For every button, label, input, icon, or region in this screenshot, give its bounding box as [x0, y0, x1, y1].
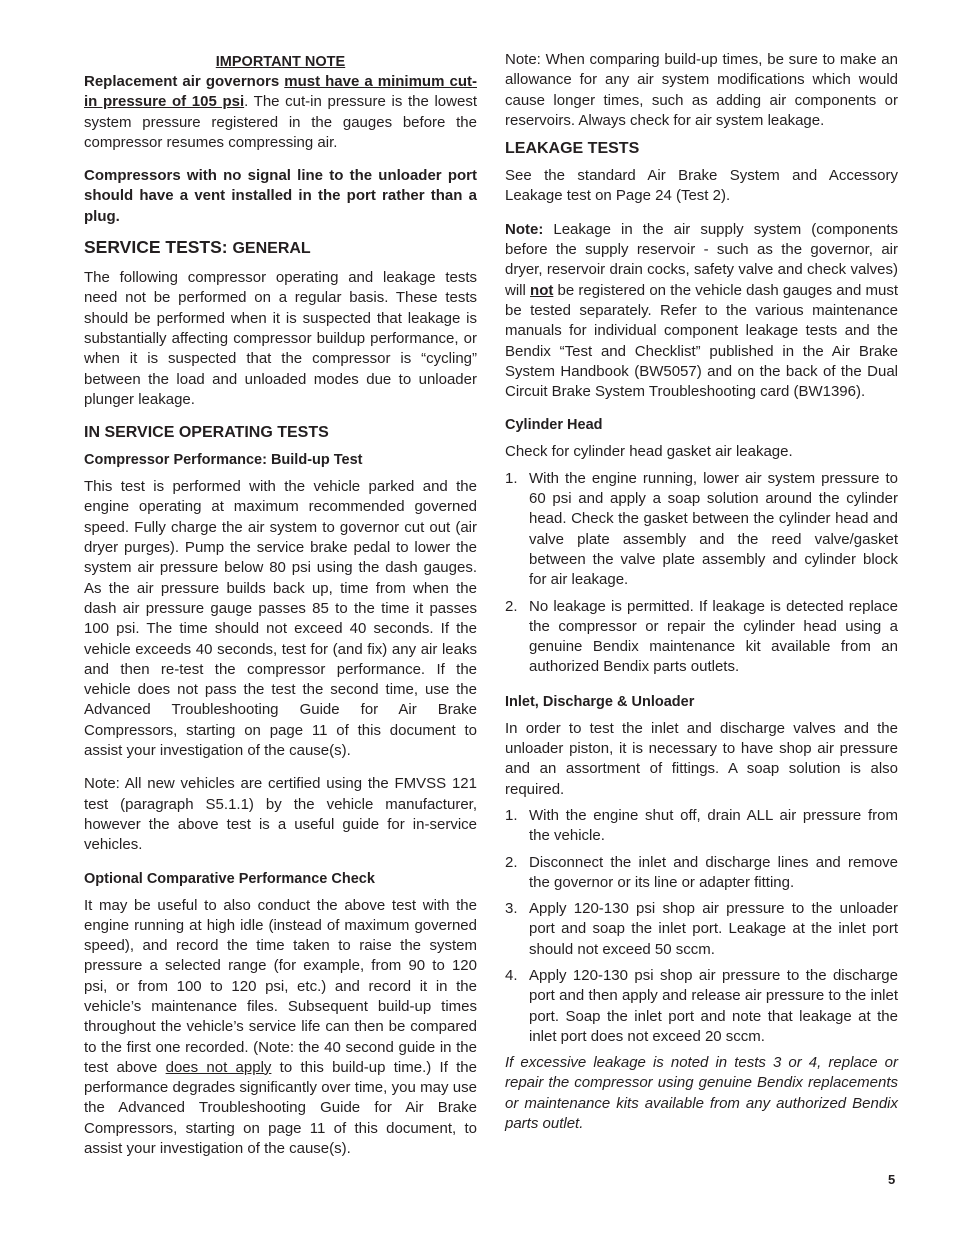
important-note-title: IMPORTANT NOTE: [215, 54, 346, 70]
page-number: 5: [888, 1172, 896, 1187]
list-item: [505, 853, 898, 894]
right-column: [505, 50, 898, 1134]
governor-note-bold: Replacement air governors: [84, 73, 285, 90]
fmvss-paragraph: Note: All new vehicles are certified using the FMVSS 121 test (paragraph S5.1.1) by the vehicle manufacturer, however the above test is a useful guide for in-service vehicles.: [84, 775, 477, 854]
general-label: GENERAL: [232, 240, 311, 258]
optional-heading: Optional Comparative Performance Check: [84, 870, 375, 887]
list-item-number: 2.: [505, 597, 518, 615]
leakage-note-label: Note:: [505, 220, 544, 238]
leakage-note-b: be registered on the vehicle dash gauges and must be tested separately. Refer to the various maintenance manuals for individual component leakage tests and the Bendix “Test and Checklist” published in the Air Brake System Handbook (BW5057) and on the back of the Dual Circuit Brake System Troubleshooting card (BW1396).: [505, 281, 898, 401]
excessive-leakage-note: If excessive leakage is noted in tests 3 or 4, replace or repair the compressor using genuine Bendix replacements or maintenance kits available from any authorized Bendix parts outlet.: [505, 1054, 898, 1133]
optional-text-b: to this build-up time.) If the performance degrades significantly over time, you may use the Advanced Troubleshooting Guide for Air Brake Compressors, starting on page 11 of this document, to assist your investigation of the cause(s).: [84, 1058, 477, 1158]
list-item-number: 3.: [505, 900, 518, 918]
general-paragraph: The following compressor operating and leakage tests need not be performed on a regular basis. These tests should be performed when it is suspected that leakage is substantially affecting compressor buildup performance, or when it is suspected that the compressor is “cycling” between the load and unloaded modes due to unloader plunger leakage.: [84, 269, 477, 408]
buildup-paragraph: This test is performed with the vehicle parked and the engine operating at maximum recommended governed speed. Fully charge the air system to governor cut out (air dryer purges). Pump the service brake pedal to lower the system air pressure below 80 psi using the dash gauges. As the air pressure builds back up, time from when the dash air pressure gauge passes 85 to the time it passes 100 psi. The time should not exceed 40 seconds. If the vehicle exceeds 40 seconds, test for (and fix) any air leaks and then re-test the compressor performance. If the vehicle does not pass the test the second time, use the Advanced Troubleshooting Guide for Air Brake Compressors, starting on page 11 of this document to assist your investigation of the cause(s).: [84, 478, 477, 760]
optional-text-a: It may be useful to also conduct the above test with the engine running at high idle (instead of maximum governed speed), and record the time taken to raise the system pressure a selected range (for example, from 90 to 120 psi, or from 100 to 120 psi, etc.) and record it in the vehicle’s maintenance files. Subsequent build-up times throughout the vehicle’s service life can then be compared to the first one recorded. (Note: the 40 second guide in the test above: [84, 896, 477, 1076]
list-item: [505, 899, 898, 960]
no-signal-note: Compressors with no signal line to the unloader port should have a vent installed in the port rather than a plug.: [84, 167, 477, 225]
leakage-note-a: Leakage in the air supply system (components before the supply reservoir - such as the governor, air dryer, reservoir drain cocks, safety valve and check valves) will: [505, 220, 898, 299]
cylinder-head-intro: Check for cylinder head gasket air leakage.: [505, 443, 793, 461]
list-item-text: Disconnect the inlet and discharge lines and remove the governor or its line or adapter fitting.: [529, 853, 898, 891]
list-item-text: With the engine running, lower air system pressure to 60 psi and apply a soap solution around the cylinder head. Check the gasket between the cylinder head and valve plate assembly and the reed valve/gasket between the valve plate assembly and cylinder block for air leakage.: [529, 469, 898, 589]
leakage-note: [505, 220, 898, 403]
list-item-number: 2.: [505, 853, 518, 871]
leakage-note-not: not: [530, 281, 554, 299]
inlet-intro: In order to test the inlet and discharge valves and the unloader piston, it is necessary to have shop air pressure and an assortment of fittings. A soap solution is also required.: [505, 719, 898, 798]
cylinder-head-heading: Cylinder Head: [505, 417, 603, 434]
leakage-paragraph: See the standard Air Brake System and Accessory Leakage test on Page 24 (Test 2).: [505, 167, 898, 205]
inlet-discharge-heading: Inlet, Discharge & Unloader: [505, 693, 695, 710]
governor-note-underline: must have a minimum cut-in pressure of 105 psi: [84, 73, 477, 111]
list-item-text: No leakage is permitted. If leakage is detected replace the compressor or repair the cylinder head using a genuine Bendix maintenance kit available from an authorized Bendix parts outlets.: [529, 597, 898, 676]
list-item: [505, 469, 898, 591]
list-item-text: Apply 120-130 psi shop air pressure to the discharge port and then apply and release air pressure to the inlet port. Soap the inlet port and note that leakage at the inlet port does not exceed 20 sccm.: [529, 966, 898, 1045]
buildup-heading: Compressor Performance: Build-up Test: [84, 452, 363, 469]
optional-underline: does not apply: [165, 1058, 272, 1076]
service-tests-heading: [84, 236, 477, 260]
service-tests-label: SERVICE TESTS:: [84, 237, 233, 258]
list-item: [505, 597, 898, 678]
list-item-text: Apply 120-130 psi shop air pressure to the unloader port and soap the inlet port. Leakage at the inlet port should not exceed 50 sccm.: [529, 900, 898, 958]
cylinder-head-list: [505, 469, 898, 678]
list-item: [505, 806, 898, 847]
inlet-list: [505, 806, 898, 1047]
governor-note: [84, 72, 477, 153]
list-item-text: With the engine shut off, drain ALL air pressure from the vehicle.: [529, 806, 898, 845]
governor-note-rest: . The cut-in pressure is the lowest system pressure registered in the gauges before the compressor resumes compressing air.: [84, 93, 477, 151]
in-service-heading: IN SERVICE OPERATING TESTS: [84, 424, 329, 442]
list-item: [505, 966, 898, 1047]
leakage-heading: LEAKAGE TESTS: [505, 140, 640, 158]
list-item-number: 1.: [505, 806, 518, 824]
list-item-number: 4.: [505, 966, 518, 984]
left-column: [84, 50, 477, 1159]
buildup-note: Note: When comparing build-up times, be sure to make an allowance for any air system modifications which would cause longer times, such as adding air components or reservoirs. Always check for air system leakage.: [505, 51, 898, 129]
list-item-number: 1.: [505, 469, 518, 487]
optional-paragraph: [84, 896, 477, 1160]
